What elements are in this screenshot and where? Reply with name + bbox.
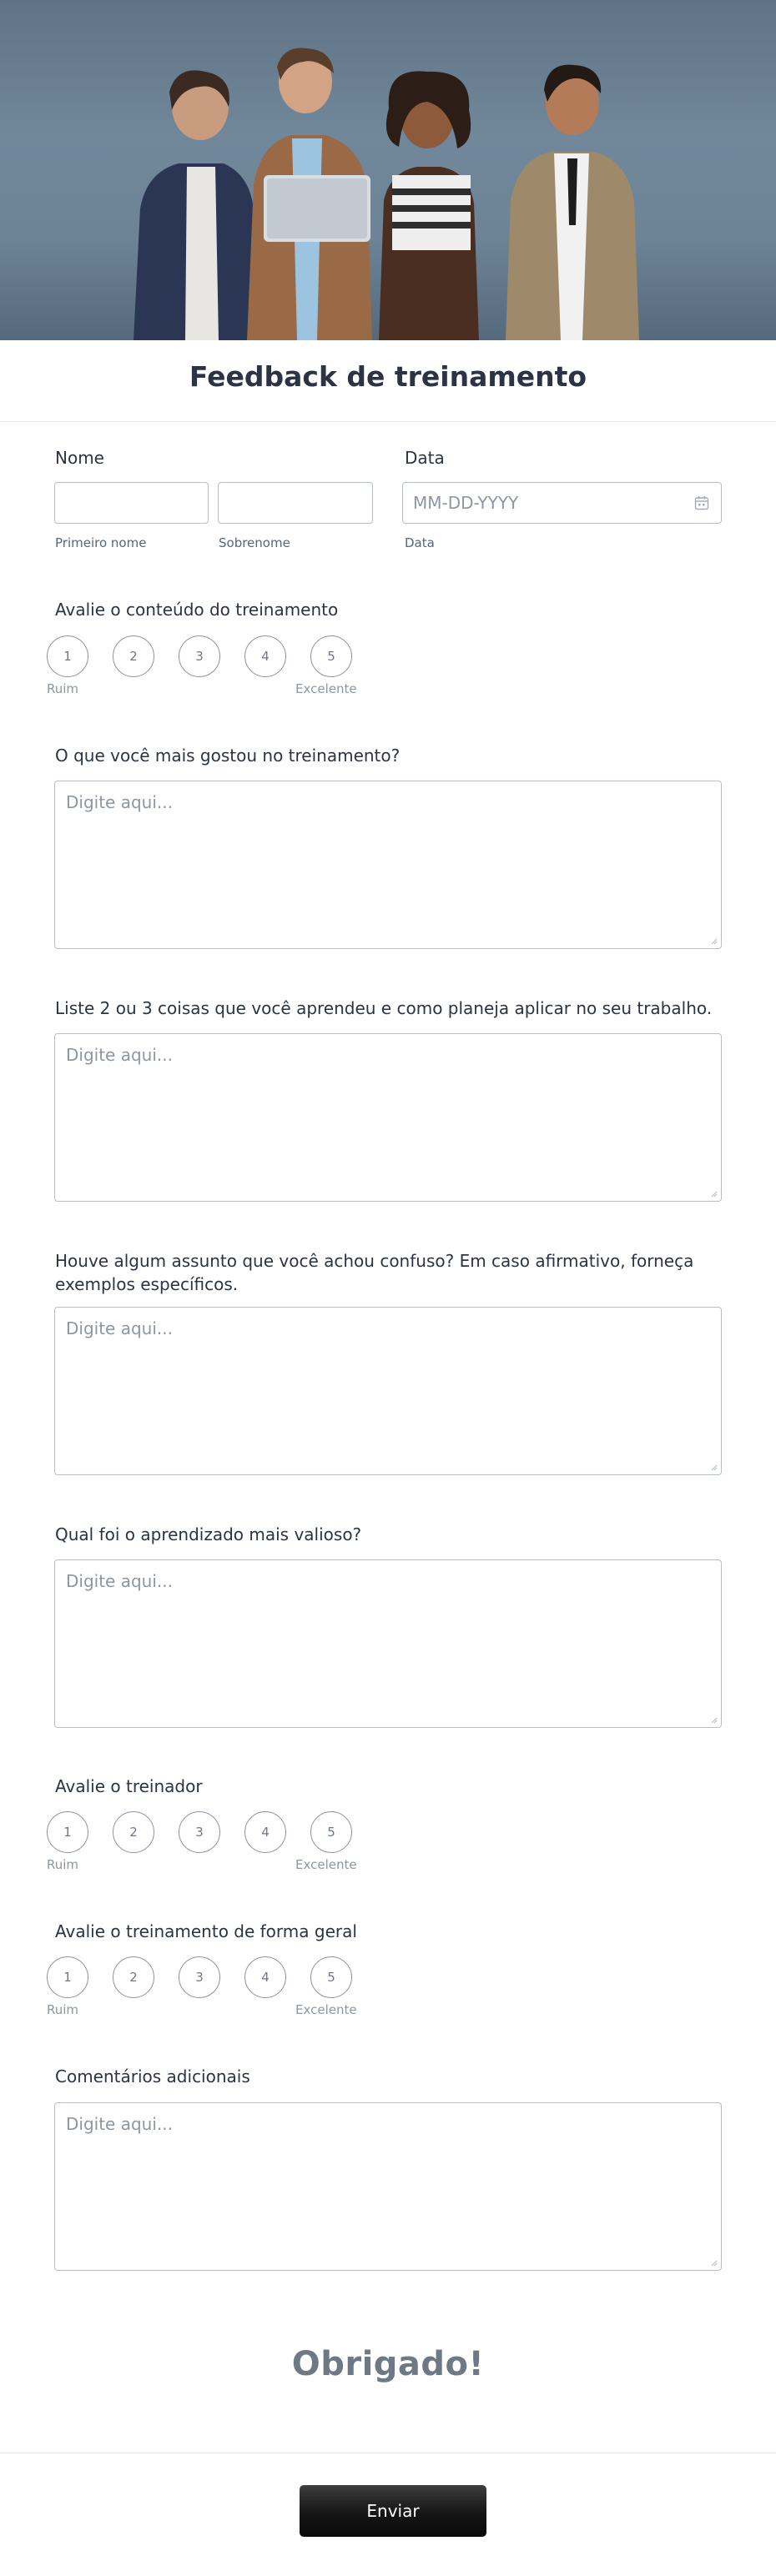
rating-content-label: Avalie o conteúdo do treinamento bbox=[55, 600, 339, 620]
rating-content-option-4[interactable]: 4 bbox=[244, 635, 286, 677]
rating-content-option-3[interactable]: 3 bbox=[179, 635, 220, 677]
last-name-input[interactable] bbox=[218, 482, 373, 524]
rating-trainer-option-1[interactable]: 1 bbox=[47, 1811, 88, 1853]
header-image bbox=[0, 0, 776, 340]
rating-overall-option-2[interactable]: 2 bbox=[113, 1956, 154, 1998]
date-label: Data bbox=[405, 448, 445, 468]
comments-textarea[interactable] bbox=[54, 2102, 722, 2271]
rating-trainer-option-5[interactable]: 5 bbox=[310, 1811, 352, 1853]
date-placeholder: MM-DD-YYYY bbox=[413, 493, 519, 513]
liked-placeholder: Digite aqui... bbox=[66, 792, 173, 812]
resize-grip-icon[interactable] bbox=[709, 2258, 718, 2267]
date-input[interactable] bbox=[402, 482, 722, 524]
resize-grip-icon[interactable] bbox=[709, 1189, 718, 1198]
resize-grip-icon[interactable] bbox=[709, 1715, 718, 1724]
learned-question-label: Liste 2 ou 3 coisas que você aprendeu e como planeja aplicar no seu trabalho. bbox=[55, 998, 713, 1018]
valuable-question-label: Qual foi o aprendizado mais valioso? bbox=[55, 1524, 362, 1544]
rating-trainer-option-4[interactable]: 4 bbox=[244, 1811, 286, 1853]
confusing-textarea[interactable] bbox=[54, 1307, 722, 1475]
date-sublabel: Data bbox=[405, 535, 435, 550]
thanks-heading: Obrigado! bbox=[291, 2345, 485, 2383]
name-label: Nome bbox=[55, 448, 104, 468]
calendar-icon[interactable] bbox=[694, 495, 709, 510]
resize-grip-icon[interactable] bbox=[709, 936, 718, 945]
comments-question-label: Comentários adicionais bbox=[55, 2066, 250, 2086]
valuable-textarea[interactable] bbox=[54, 1559, 722, 1728]
rating-trainer-option-2[interactable]: 2 bbox=[113, 1811, 154, 1853]
comments-placeholder: Digite aqui... bbox=[66, 2114, 173, 2134]
rating-trainer-option-3[interactable]: 3 bbox=[179, 1811, 220, 1853]
first-name-sublabel: Primeiro nome bbox=[55, 535, 147, 550]
first-name-input[interactable] bbox=[54, 482, 209, 524]
rating-content-option-5[interactable]: 5 bbox=[310, 635, 352, 677]
rating-overall-option-3[interactable]: 3 bbox=[179, 1956, 220, 1998]
learned-placeholder: Digite aqui... bbox=[66, 1045, 173, 1065]
rating-content-option-2[interactable]: 2 bbox=[113, 635, 154, 677]
valuable-placeholder: Digite aqui... bbox=[66, 1571, 173, 1591]
liked-question-label: O que você mais gostou no treinamento? bbox=[55, 746, 401, 766]
learned-textarea[interactable] bbox=[54, 1033, 722, 1202]
confusing-question-label: Houve algum assunto que você achou confuso? Em caso afirmativo, forneça exemplos específicos. bbox=[55, 1251, 694, 1294]
rating-content-option-1[interactable]: 1 bbox=[47, 635, 88, 677]
rating-trainer-max-label: Excelente bbox=[295, 1857, 357, 1872]
rating-overall-min-label: Ruim bbox=[47, 2002, 79, 2017]
title-divider bbox=[0, 421, 776, 422]
resize-grip-icon[interactable] bbox=[709, 1463, 718, 1471]
rating-trainer-label: Avalie o treinador bbox=[55, 1776, 203, 1796]
liked-textarea[interactable] bbox=[54, 781, 722, 949]
rating-overall-option-4[interactable]: 4 bbox=[244, 1956, 286, 1998]
rating-overall-label: Avalie o treinamento de forma geral bbox=[55, 1921, 357, 1941]
submit-button[interactable]: Enviar bbox=[300, 2485, 486, 2537]
rating-content-max-label: Excelente bbox=[295, 681, 357, 696]
rating-overall-max-label: Excelente bbox=[295, 2002, 357, 2017]
rating-trainer-min-label: Ruim bbox=[47, 1857, 79, 1872]
rating-overall-option-5[interactable]: 5 bbox=[310, 1956, 352, 1998]
form-title: Feedback de treinamento bbox=[189, 360, 587, 393]
confusing-placeholder: Digite aqui... bbox=[66, 1318, 173, 1338]
rating-content-min-label: Ruim bbox=[47, 681, 79, 696]
rating-overall-option-1[interactable]: 1 bbox=[47, 1956, 88, 1998]
last-name-sublabel: Sobrenome bbox=[219, 535, 290, 550]
